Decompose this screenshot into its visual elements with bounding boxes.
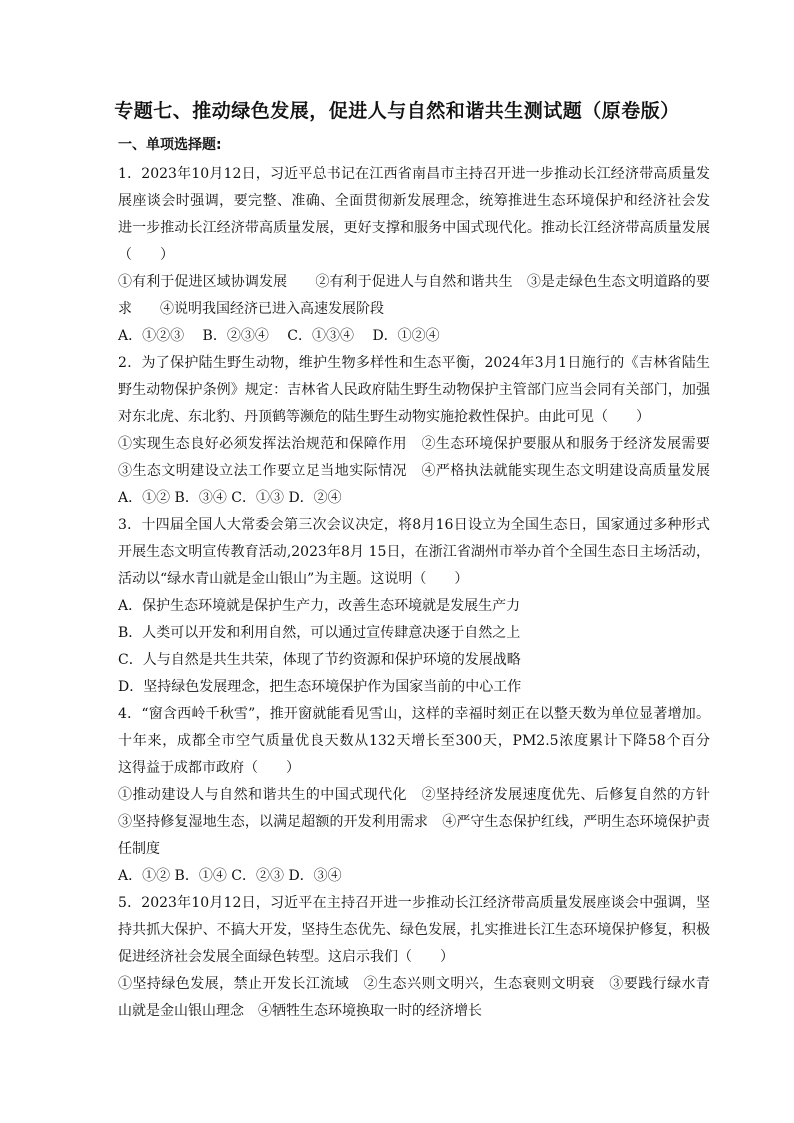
question-stem-line: 野生动物保护条例》规定：吉林省人民政府陆生野生动物保护主管部门应当会同有关部门，加强 <box>118 382 710 398</box>
choice-line: C．人与自然是共生共荣，体现了节约资源和保护环境的发展战略 <box>118 652 521 668</box>
answer-blank: （ ） <box>118 247 174 263</box>
question-3 <box>118 512 710 701</box>
question-stem-line: 促进经济社会发展全面绿色转型。这启示我们（ ） <box>118 949 454 965</box>
question-stem-line: 活动以“绿水青山就是金山银山”为主题。这说明（ ） <box>118 571 469 587</box>
question-4 <box>118 701 710 890</box>
question-1 <box>118 161 710 350</box>
question-stem-line: 对东北虎、东北豹、丹顶鹤等濒危的陆生野生动物实施抢救性保护。由此可见（ ） <box>118 409 650 425</box>
statement-line: ①有利于促进区域协调发展 ②有利于促进人与自然和谐共生 ③是走绿色生态文明道路的要 <box>118 274 710 290</box>
answer-options: A．①② B．③④ C．①③ D．②④ <box>118 490 342 506</box>
question-stem-line: 3．十四届全国人大常委会第三次会议决定，将8月16日设立为全国生态日，国家通过多种形式 <box>118 517 710 533</box>
statement-line: ①坚持绿色发展，禁止开发长江流域 ②生态兴则文明兴，生态衰则文明衰 ③要践行绿水青 <box>118 976 710 992</box>
question-2 <box>118 350 710 512</box>
question-stem-line: 十年来，成都全市空气质量优良天数从132天增长至300天，PM2.5浓度累计下降58个百分 <box>118 733 710 749</box>
document-title: 专题七、推动绿色发展，促进人与自然和谐共生测试题（原卷版） <box>114 100 680 122</box>
section-heading: 一、单项选择题: <box>118 137 222 153</box>
question-list <box>118 161 710 1025</box>
statement-line: ③生态文明建设立法工作要立足当地实际情况 ④严格执法就能实现生态文明建设高质量发展 <box>118 463 710 479</box>
answer-options: A．①②③ B．②③④ C．①③④ D．①②④ <box>118 328 440 344</box>
question-stem-line: 展座谈会时强调，要完整、准确、全面贯彻新发展理念，统筹推进生态环境保护和经济社会发 <box>118 193 710 209</box>
statement-line: ①实现生态良好必须发挥法治规范和保障作用 ②生态环境保护要服从和服务于经济发展需要 <box>118 436 710 452</box>
question-stem-line: 开展生态文明宣传教育活动,2023年8月 15日，在浙江省湖州市举办首个全国生态日主场活动， <box>118 544 710 560</box>
question-stem-line: 持共抓大保护、不搞大开发，坚持生态优先、绿色发展，扎实推进长江生态环境保护修复，积极 <box>118 922 710 938</box>
question-stem-line: 5．2023年10月12日，习近平在主持召开进一步推动长江经济带高质量发展座谈会中强调，坚 <box>118 895 710 911</box>
statement-line: 山就是金山银山理念 ④牺牲生态环境换取一时的经济增长 <box>118 1003 482 1019</box>
statement-line: ③坚持修复湿地生态，以满足超额的开发利用需求 ④严守生态保护红线，严明生态环境保护责 <box>118 814 710 830</box>
statement-line: 任制度 <box>118 841 160 857</box>
question-stem-line: 2．为了保护陆生野生动物，维护生物多样性和生态平衡，2024年3月1日施行的《吉林省陆生 <box>118 355 710 371</box>
question-stem-line: 进一步推动长江经济带高质量发展，更好支撑和服务中国式现代化。推动长江经济带高质量发展 <box>118 220 710 236</box>
choice-line: D．坚持绿色发展理念，把生态环境保护作为国家当前的中心工作 <box>118 679 522 695</box>
question-stem-line: 4．“窗含西岭千秋雪”，推开窗就能看见雪山，这样的幸福时刻正在以整天数为单位显著增加。 <box>118 706 710 722</box>
question-stem-line: 1．2023年10月12日，习近平总书记在江西省南昌市主持召开进一步推动长江经济带高质量发 <box>118 166 710 182</box>
statement-line: 求 ④说明我国经济已进入高速发展阶段 <box>118 301 384 317</box>
answer-options: A．①② B．①④ C．②③ D．③④ <box>118 868 342 884</box>
statement-line: ①推动建设人与自然和谐共生的中国式现代化 ②坚持经济发展速度优先、后修复自然的方针 <box>118 787 710 803</box>
choice-line: B．人类可以开发和利用自然，可以通过宣传肆意决逐于自然之上 <box>118 625 521 641</box>
question-stem-line: 这得益于成都市政府（ ） <box>118 760 300 776</box>
question-5 <box>118 890 710 1025</box>
choice-line: A．保护生态环境就是保护生产力，改善生态环境就是发展生产力 <box>118 598 521 614</box>
